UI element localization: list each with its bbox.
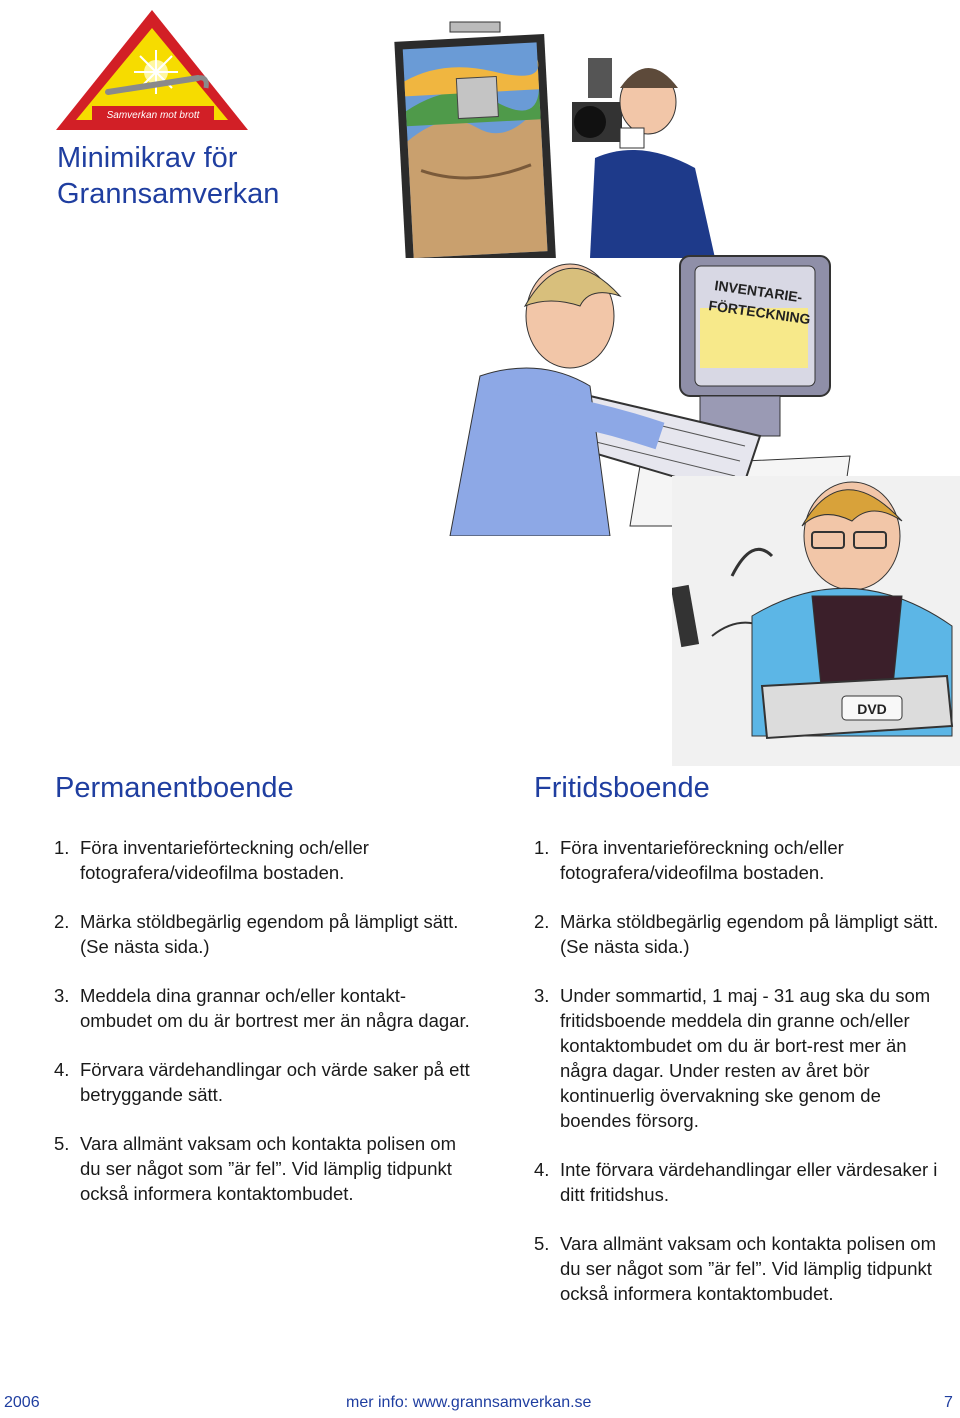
heading-permanent: Permanentboende (55, 772, 294, 804)
list-item: 4. Inte förvara värdehandlingar eller värdesaker i ditt fritidshus. (534, 1159, 938, 1205)
list-item: 3. Meddela dina grannar och/eller kontakt-ombudet om du är bortrest mer än några dagar. (54, 985, 470, 1031)
illustration-photographer (390, 18, 720, 258)
screen-text-2: FÖRTECKNING (707, 297, 812, 328)
logo-text: Samverkan mot brott (106, 110, 200, 121)
leisure-list (534, 835, 944, 1306)
samverkan-logo (52, 6, 252, 134)
list-item: 2. Märka stöldbegärlig egendom på lämpligt sätt. (Se nästa sida.) (534, 911, 939, 957)
page-title: Minimikrav för Grannsamverkan (57, 142, 280, 210)
list-item: 4. Förvara värdehandlingar och värde saker på ett betryggande sätt. (54, 1059, 470, 1105)
list-item: 3. Under sommartid, 1 maj - 31 aug ska du som fritidsboende meddela din granne och/eller kontaktombudet om du är bort-rest mer än några dagar. Under resten av året bör kontinuerlig övervakning ske genom de boendes försorg. (534, 985, 931, 1131)
footer-info: mer info: www.grannsamverkan.se (346, 1394, 592, 1411)
heading-leisure: Fritidsboende (534, 772, 710, 804)
footer-year: 2006 (4, 1394, 40, 1411)
dvd-label: DVD (857, 701, 887, 717)
list-item: 5. Vara allmänt vaksam och kontakta polisen om du ser något som ”är fel”. Vid lämplig tidpunkt också informera kontaktombudet. (534, 1233, 937, 1304)
screen-text-1: INVENTARIE- (713, 277, 804, 306)
footer-page-number: 7 (944, 1394, 953, 1411)
illustration-dvd-marking (672, 476, 960, 766)
list-item: 1. Föra inventarieföreckning och/eller fotografera/videofilma bostaden. (534, 837, 844, 883)
permanent-list (54, 835, 474, 1206)
list-item: 5. Vara allmänt vaksam och kontakta polisen om du ser något som ”är fel”. Vid lämplig tidpunkt också informera kontaktombudet. (54, 1133, 457, 1204)
list-item: 2. Märka stöldbegärlig egendom på lämpligt sätt. (Se nästa sida.) (54, 911, 459, 957)
list-item: 1. Föra inventarieförteckning och/eller fotografera/videofilma bostaden. (54, 837, 369, 883)
